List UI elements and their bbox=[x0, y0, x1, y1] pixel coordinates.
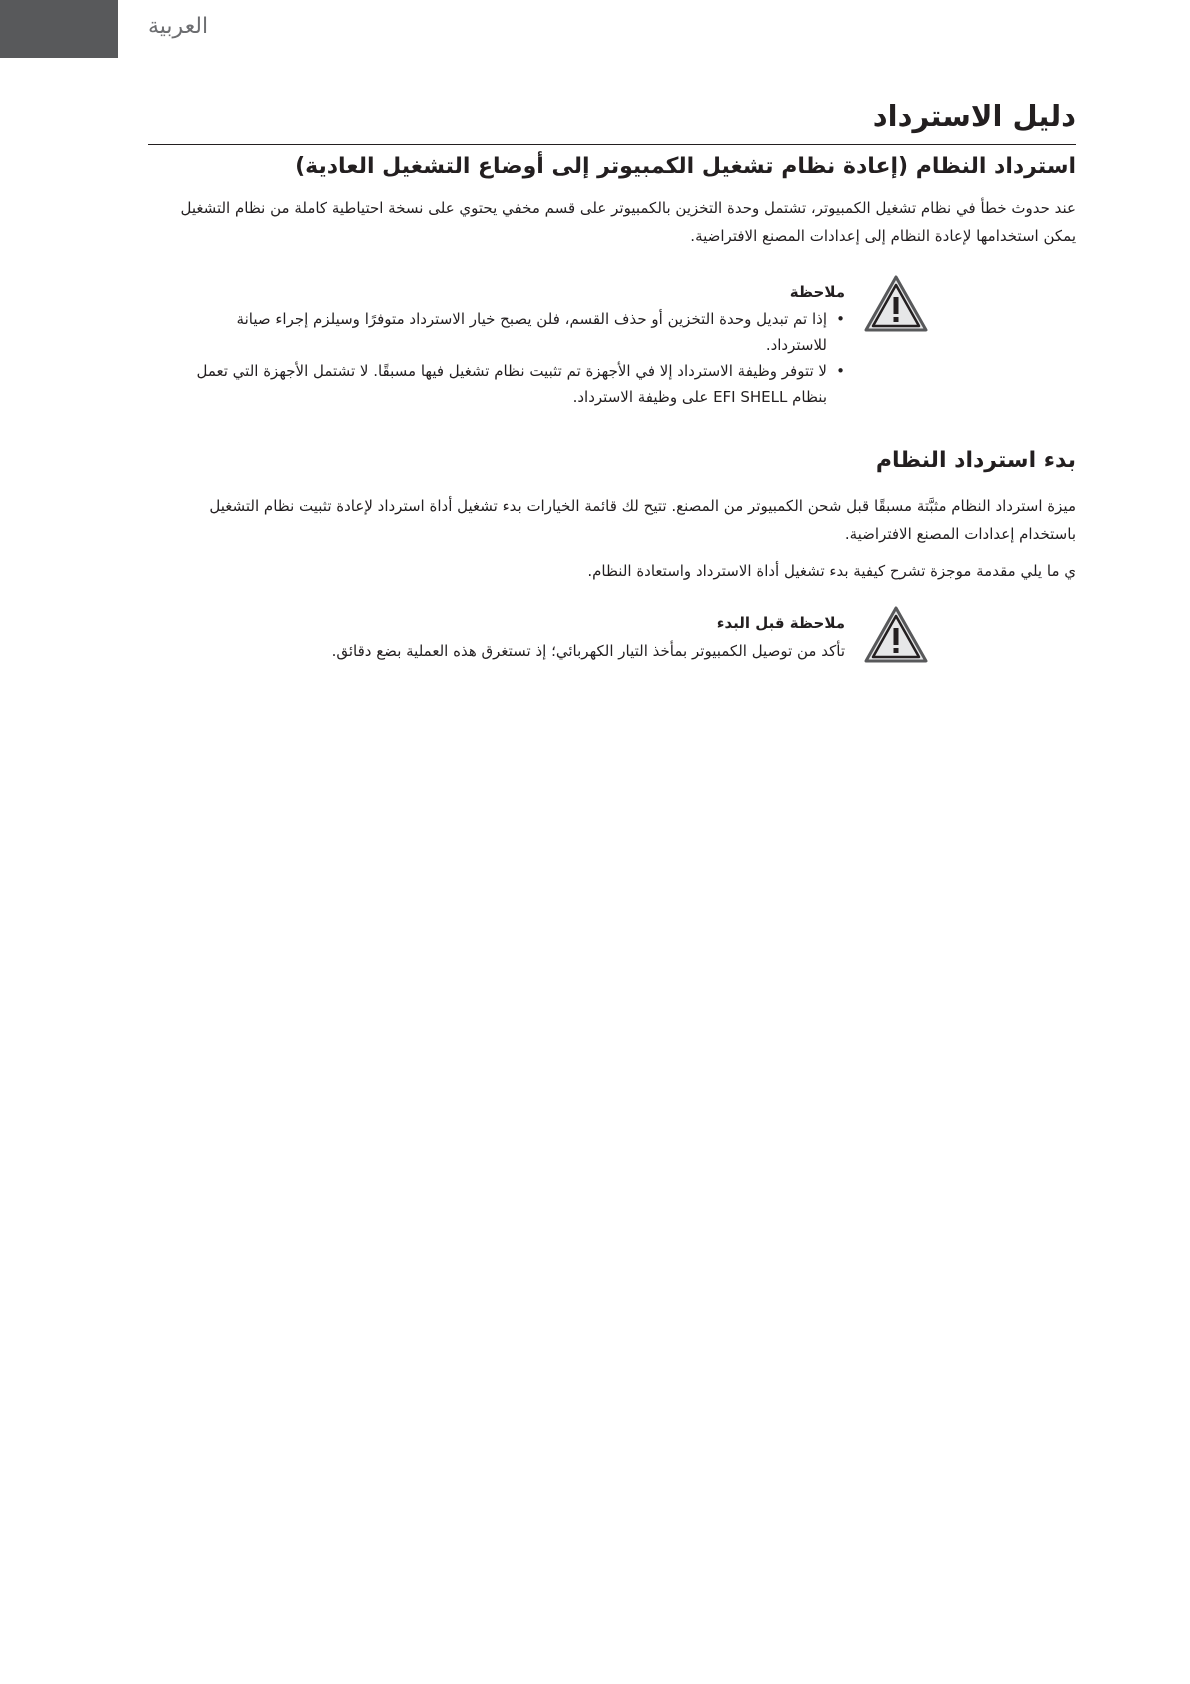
section-paragraph: ميزة استرداد النظام مثبَّتة مسبقًا قبل شحن الكمبيوتر من المصنع. تتيح لك قائمة الخيارات بدء تشغيل أداة استرداد لإعادة تثبيت نظام التشغيل باستخدام إعدادات المصنع الافتراضية. bbox=[209, 497, 1076, 543]
note-box bbox=[175, 278, 845, 410]
title-divider bbox=[148, 144, 1076, 145]
note-bullet-item: • لا تتوفر وظيفة الاسترداد إلا في الأجهزة تم تثبيت نظام تشغيل فيها مسبقًا. لا تشتمل الأجهزة التي تعمل بنظام EFI SHELL على وظيفة الاسترداد. bbox=[175, 358, 845, 410]
section-title-start-recovery: بدء استرداد النظام bbox=[875, 448, 1076, 473]
page-title: دليل الاسترداد bbox=[872, 99, 1076, 133]
note-text: تأكد من توصيل الكمبيوتر بمأخذ التيار الكهربائي؛ إذ تستغرق هذه العملية بضع دقائق. bbox=[331, 642, 845, 660]
language-label: العربية bbox=[148, 14, 209, 39]
note-title: ملاحظة bbox=[789, 283, 845, 301]
note-title: ملاحظة قبل البدء bbox=[716, 614, 845, 632]
section-paragraph: عند حدوث خطأ في نظام تشغيل الكمبيوتر، تشتمل وحدة التخزين بالكمبيوتر على قسم مخفي يحتوي على نسخة احتياطية كاملة من نظام التشغيل يمكن استخدامها لإعادة النظام إلى إعدادات المصنع الافتراضية. bbox=[180, 199, 1076, 245]
warning-triangle-icon bbox=[862, 604, 930, 666]
section-paragraph: ي ما يلي مقدمة موجزة تشرح كيفية بدء تشغيل أداة الاسترداد واستعادة النظام. bbox=[587, 562, 1076, 580]
note-box bbox=[175, 609, 845, 665]
note-bullet-item: • إذا تم تبديل وحدة التخزين أو حذف القسم، فلن يصبح خيار الاسترداد متوفرًا وسيلزم إجراء صيانة للاسترداد. bbox=[175, 306, 845, 358]
note-bullet-list bbox=[175, 306, 845, 410]
warning-triangle-icon bbox=[862, 273, 930, 335]
language-tab-block bbox=[0, 0, 118, 58]
section-title-system-recovery: استرداد النظام (إعادة نظام تشغيل الكمبيوتر إلى أوضاع التشغيل العادية) bbox=[295, 154, 1076, 179]
